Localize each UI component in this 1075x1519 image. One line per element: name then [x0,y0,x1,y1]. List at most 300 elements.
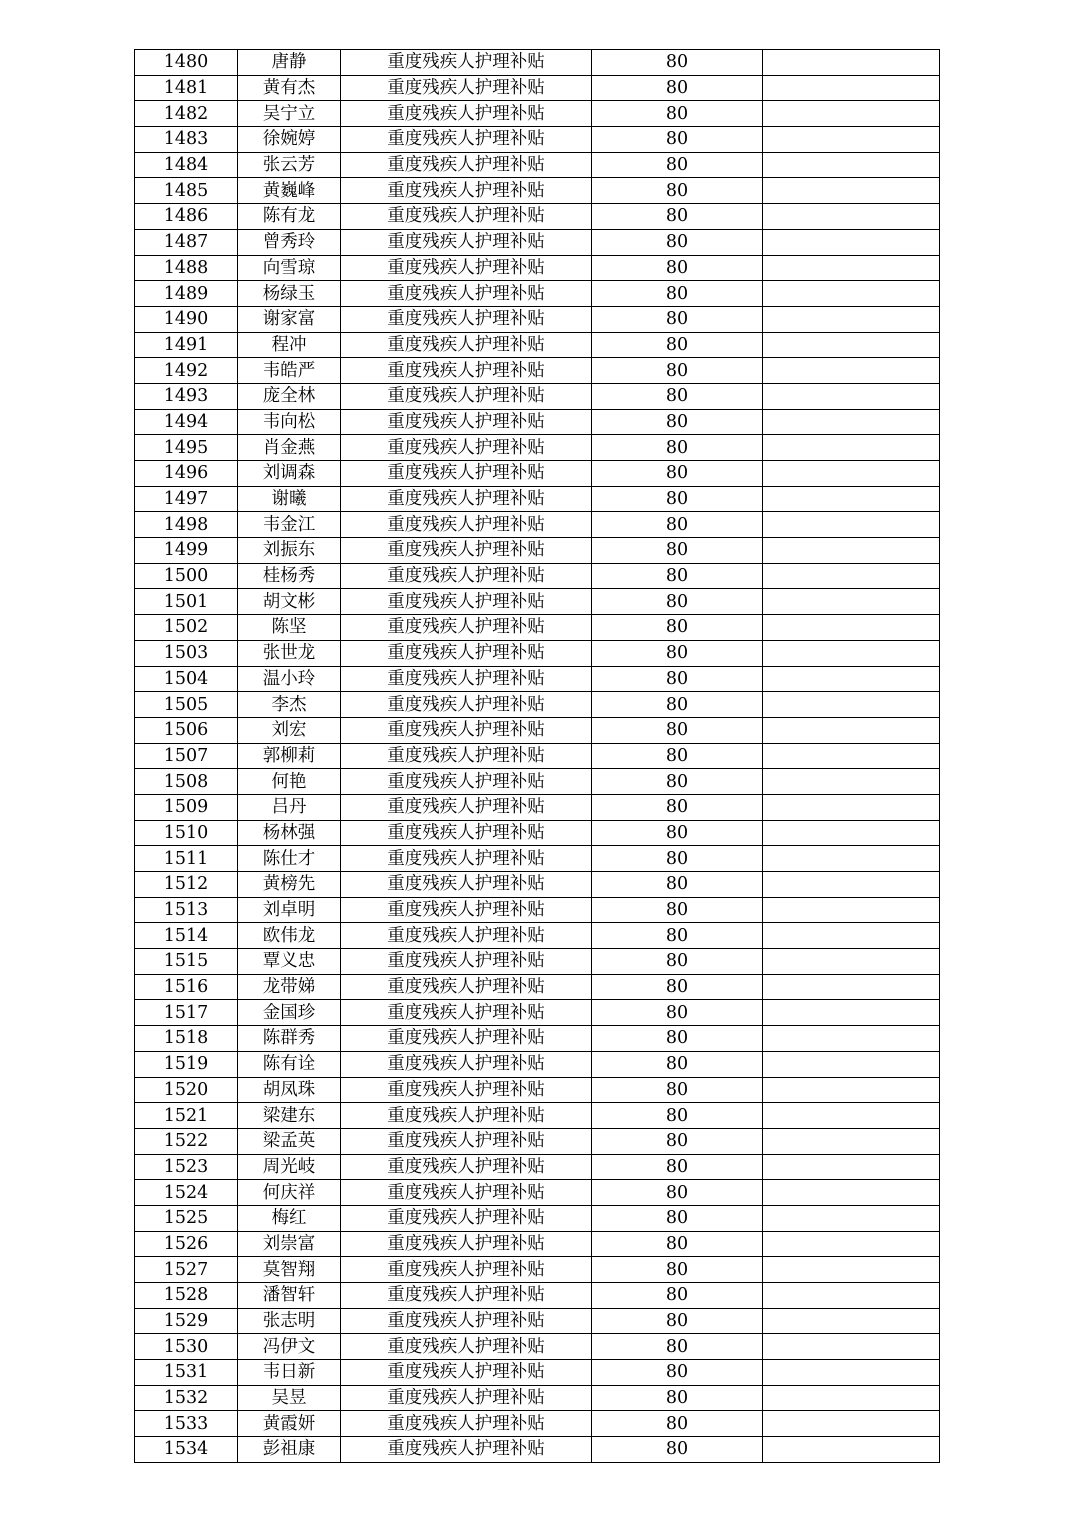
name-cell: 黄霞妍 [238,1411,341,1437]
remark-cell [763,743,940,769]
amount-cell: 80 [592,461,763,487]
name-cell: 梅红 [238,1205,341,1231]
table-row [135,358,940,384]
remark-cell [763,75,940,101]
table-row [135,1231,940,1257]
table-row [135,1154,940,1180]
subsidy-type-cell: 重度残疾人护理补贴 [341,204,592,230]
roster-body [135,50,940,1463]
serial-number-cell: 1514 [135,923,238,949]
name-cell: 梁孟英 [238,1128,341,1154]
table-row [135,486,940,512]
subsidy-type-cell: 重度残疾人护理补贴 [341,640,592,666]
serial-number-cell: 1518 [135,1026,238,1052]
subsidy-type-cell: 重度残疾人护理补贴 [341,1257,592,1283]
name-cell: 张世龙 [238,640,341,666]
remark-cell [763,229,940,255]
subsidy-roster-table [134,49,940,1463]
serial-number-cell: 1493 [135,383,238,409]
name-cell: 韦向松 [238,409,341,435]
amount-cell: 80 [592,435,763,461]
amount-cell: 80 [592,127,763,153]
subsidy-type-cell: 重度残疾人护理补贴 [341,538,592,564]
name-cell: 韦皓严 [238,358,341,384]
subsidy-type-cell: 重度残疾人护理补贴 [341,1385,592,1411]
serial-number-cell: 1501 [135,589,238,615]
subsidy-type-cell: 重度残疾人护理补贴 [341,281,592,307]
amount-cell: 80 [592,204,763,230]
serial-number-cell: 1512 [135,872,238,898]
name-cell: 庞全林 [238,383,341,409]
serial-number-cell: 1497 [135,486,238,512]
remark-cell [763,486,940,512]
subsidy-type-cell: 重度残疾人护理补贴 [341,1231,592,1257]
name-cell: 刘崇富 [238,1231,341,1257]
serial-number-cell: 1480 [135,50,238,76]
table-row [135,1128,940,1154]
name-cell: 徐婉婷 [238,127,341,153]
table-row [135,1026,940,1052]
name-cell: 温小玲 [238,666,341,692]
amount-cell: 80 [592,1411,763,1437]
remark-cell [763,1437,940,1463]
table-row [135,1180,940,1206]
table-row [135,127,940,153]
table-row [135,769,940,795]
serial-number-cell: 1507 [135,743,238,769]
serial-number-cell: 1530 [135,1334,238,1360]
serial-number-cell: 1500 [135,563,238,589]
subsidy-type-cell: 重度残疾人护理补贴 [341,923,592,949]
serial-number-cell: 1481 [135,75,238,101]
subsidy-type-cell: 重度残疾人护理补贴 [341,1103,592,1129]
name-cell: 金国珍 [238,1000,341,1026]
remark-cell [763,1103,940,1129]
table-row [135,589,940,615]
amount-cell: 80 [592,743,763,769]
subsidy-type-cell: 重度残疾人护理补贴 [341,50,592,76]
table-row [135,306,940,332]
subsidy-type-cell: 重度残疾人护理补贴 [341,1334,592,1360]
serial-number-cell: 1510 [135,820,238,846]
serial-number-cell: 1502 [135,615,238,641]
remark-cell [763,255,940,281]
name-cell: 莫智翔 [238,1257,341,1283]
table-row [135,1283,940,1309]
name-cell: 韦金江 [238,512,341,538]
remark-cell [763,949,940,975]
table-row [135,1051,940,1077]
table-row [135,204,940,230]
remark-cell [763,1205,940,1231]
amount-cell: 80 [592,897,763,923]
amount-cell: 80 [592,692,763,718]
name-cell: 陈仕才 [238,846,341,872]
remark-cell [763,563,940,589]
subsidy-type-cell: 重度残疾人护理补贴 [341,435,592,461]
amount-cell: 80 [592,281,763,307]
serial-number-cell: 1499 [135,538,238,564]
table-row [135,435,940,461]
subsidy-type-cell: 重度残疾人护理补贴 [341,1360,592,1386]
table-row [135,1257,940,1283]
remark-cell [763,1411,940,1437]
name-cell: 黄有杰 [238,75,341,101]
serial-number-cell: 1485 [135,178,238,204]
table-row [135,666,940,692]
subsidy-type-cell: 重度残疾人护理补贴 [341,1180,592,1206]
remark-cell [763,383,940,409]
name-cell: 彭祖康 [238,1437,341,1463]
remark-cell [763,640,940,666]
amount-cell: 80 [592,50,763,76]
serial-number-cell: 1491 [135,332,238,358]
serial-number-cell: 1482 [135,101,238,127]
table-row [135,1385,940,1411]
remark-cell [763,1128,940,1154]
remark-cell [763,1077,940,1103]
name-cell: 陈群秀 [238,1026,341,1052]
name-cell: 龙带娣 [238,974,341,1000]
table-row [135,383,940,409]
amount-cell: 80 [592,1077,763,1103]
table-row [135,923,940,949]
amount-cell: 80 [592,1128,763,1154]
remark-cell [763,1257,940,1283]
serial-number-cell: 1515 [135,949,238,975]
amount-cell: 80 [592,538,763,564]
remark-cell [763,512,940,538]
table-row [135,1077,940,1103]
remark-cell [763,1308,940,1334]
table-row [135,178,940,204]
serial-number-cell: 1489 [135,281,238,307]
serial-number-cell: 1526 [135,1231,238,1257]
remark-cell [763,538,940,564]
amount-cell: 80 [592,589,763,615]
remark-cell [763,1000,940,1026]
serial-number-cell: 1532 [135,1385,238,1411]
amount-cell: 80 [592,717,763,743]
subsidy-type-cell: 重度残疾人护理补贴 [341,1308,592,1334]
serial-number-cell: 1495 [135,435,238,461]
name-cell: 梁建东 [238,1103,341,1129]
name-cell: 刘宏 [238,717,341,743]
name-cell: 胡凤珠 [238,1077,341,1103]
name-cell: 张志明 [238,1308,341,1334]
remark-cell [763,872,940,898]
amount-cell: 80 [592,846,763,872]
serial-number-cell: 1509 [135,794,238,820]
amount-cell: 80 [592,923,763,949]
table-row [135,563,940,589]
remark-cell [763,435,940,461]
name-cell: 杨绿玉 [238,281,341,307]
remark-cell [763,1154,940,1180]
serial-number-cell: 1490 [135,306,238,332]
table-row [135,229,940,255]
remark-cell [763,1180,940,1206]
serial-number-cell: 1508 [135,769,238,795]
name-cell: 周光岐 [238,1154,341,1180]
subsidy-type-cell: 重度残疾人护理补贴 [341,1000,592,1026]
serial-number-cell: 1494 [135,409,238,435]
amount-cell: 80 [592,1103,763,1129]
serial-number-cell: 1531 [135,1360,238,1386]
subsidy-type-cell: 重度残疾人护理补贴 [341,127,592,153]
remark-cell [763,127,940,153]
amount-cell: 80 [592,512,763,538]
subsidy-type-cell: 重度残疾人护理补贴 [341,229,592,255]
remark-cell [763,50,940,76]
table-row [135,281,940,307]
serial-number-cell: 1488 [135,255,238,281]
amount-cell: 80 [592,1360,763,1386]
amount-cell: 80 [592,358,763,384]
remark-cell [763,178,940,204]
subsidy-type-cell: 重度残疾人护理补贴 [341,872,592,898]
subsidy-type-cell: 重度残疾人护理补贴 [341,615,592,641]
table-row [135,1437,940,1463]
remark-cell [763,358,940,384]
remark-cell [763,769,940,795]
name-cell: 黄榜先 [238,872,341,898]
table-row [135,1205,940,1231]
table-row [135,1360,940,1386]
subsidy-type-cell: 重度残疾人护理补贴 [341,1051,592,1077]
name-cell: 潘智轩 [238,1283,341,1309]
amount-cell: 80 [592,872,763,898]
remark-cell [763,306,940,332]
subsidy-type-cell: 重度残疾人护理补贴 [341,743,592,769]
amount-cell: 80 [592,101,763,127]
name-cell: 李杰 [238,692,341,718]
remark-cell [763,615,940,641]
serial-number-cell: 1516 [135,974,238,1000]
remark-cell [763,794,940,820]
amount-cell: 80 [592,1283,763,1309]
amount-cell: 80 [592,1180,763,1206]
name-cell: 胡文彬 [238,589,341,615]
serial-number-cell: 1529 [135,1308,238,1334]
serial-number-cell: 1517 [135,1000,238,1026]
name-cell: 欧伟龙 [238,923,341,949]
table-row [135,1411,940,1437]
table-row [135,512,940,538]
subsidy-type-cell: 重度残疾人护理补贴 [341,974,592,1000]
subsidy-type-cell: 重度残疾人护理补贴 [341,306,592,332]
serial-number-cell: 1486 [135,204,238,230]
table-row [135,949,940,975]
table-row [135,897,940,923]
remark-cell [763,1231,940,1257]
serial-number-cell: 1528 [135,1283,238,1309]
table-row [135,461,940,487]
subsidy-type-cell: 重度残疾人护理补贴 [341,1437,592,1463]
serial-number-cell: 1511 [135,846,238,872]
subsidy-type-cell: 重度残疾人护理补贴 [341,1411,592,1437]
subsidy-type-cell: 重度残疾人护理补贴 [341,409,592,435]
subsidy-type-cell: 重度残疾人护理补贴 [341,358,592,384]
table-row [135,75,940,101]
amount-cell: 80 [592,229,763,255]
remark-cell [763,1026,940,1052]
amount-cell: 80 [592,383,763,409]
amount-cell: 80 [592,306,763,332]
subsidy-type-cell: 重度残疾人护理补贴 [341,1077,592,1103]
serial-number-cell: 1487 [135,229,238,255]
serial-number-cell: 1520 [135,1077,238,1103]
serial-number-cell: 1534 [135,1437,238,1463]
subsidy-type-cell: 重度残疾人护理补贴 [341,512,592,538]
amount-cell: 80 [592,75,763,101]
table-row [135,846,940,872]
name-cell: 桂杨秀 [238,563,341,589]
subsidy-type-cell: 重度残疾人护理补贴 [341,1283,592,1309]
subsidy-type-cell: 重度残疾人护理补贴 [341,255,592,281]
subsidy-type-cell: 重度残疾人护理补贴 [341,846,592,872]
remark-cell [763,1051,940,1077]
amount-cell: 80 [592,255,763,281]
amount-cell: 80 [592,1308,763,1334]
name-cell: 陈坚 [238,615,341,641]
name-cell: 刘调森 [238,461,341,487]
remark-cell [763,101,940,127]
subsidy-type-cell: 重度残疾人护理补贴 [341,332,592,358]
remark-cell [763,923,940,949]
serial-number-cell: 1496 [135,461,238,487]
name-cell: 陈有龙 [238,204,341,230]
subsidy-type-cell: 重度残疾人护理补贴 [341,101,592,127]
table-row [135,717,940,743]
name-cell: 吴宁立 [238,101,341,127]
subsidy-type-cell: 重度残疾人护理补贴 [341,769,592,795]
amount-cell: 80 [592,769,763,795]
serial-number-cell: 1498 [135,512,238,538]
remark-cell [763,1360,940,1386]
name-cell: 刘振东 [238,538,341,564]
name-cell: 肖金燕 [238,435,341,461]
serial-number-cell: 1519 [135,1051,238,1077]
subsidy-type-cell: 重度残疾人护理补贴 [341,1154,592,1180]
remark-cell [763,897,940,923]
serial-number-cell: 1492 [135,358,238,384]
name-cell: 唐静 [238,50,341,76]
remark-cell [763,589,940,615]
subsidy-type-cell: 重度残疾人护理补贴 [341,152,592,178]
name-cell: 程冲 [238,332,341,358]
remark-cell [763,1283,940,1309]
amount-cell: 80 [592,486,763,512]
amount-cell: 80 [592,820,763,846]
subsidy-type-cell: 重度残疾人护理补贴 [341,666,592,692]
amount-cell: 80 [592,178,763,204]
name-cell: 刘卓明 [238,897,341,923]
amount-cell: 80 [592,640,763,666]
table-row [135,50,940,76]
table-row [135,615,940,641]
amount-cell: 80 [592,794,763,820]
table-row [135,409,940,435]
name-cell: 何庆祥 [238,1180,341,1206]
amount-cell: 80 [592,1051,763,1077]
serial-number-cell: 1513 [135,897,238,923]
name-cell: 张云芳 [238,152,341,178]
subsidy-type-cell: 重度残疾人护理补贴 [341,1205,592,1231]
remark-cell [763,692,940,718]
table-row [135,692,940,718]
amount-cell: 80 [592,1205,763,1231]
amount-cell: 80 [592,409,763,435]
remark-cell [763,717,940,743]
name-cell: 覃义忠 [238,949,341,975]
amount-cell: 80 [592,332,763,358]
table-row [135,152,940,178]
amount-cell: 80 [592,1257,763,1283]
table-row [135,794,940,820]
remark-cell [763,666,940,692]
serial-number-cell: 1521 [135,1103,238,1129]
subsidy-type-cell: 重度残疾人护理补贴 [341,692,592,718]
table-row [135,974,940,1000]
serial-number-cell: 1506 [135,717,238,743]
serial-number-cell: 1525 [135,1205,238,1231]
amount-cell: 80 [592,1000,763,1026]
amount-cell: 80 [592,666,763,692]
amount-cell: 80 [592,615,763,641]
subsidy-type-cell: 重度残疾人护理补贴 [341,1026,592,1052]
subsidy-type-cell: 重度残疾人护理补贴 [341,563,592,589]
table-row [135,1308,940,1334]
remark-cell [763,204,940,230]
serial-number-cell: 1505 [135,692,238,718]
subsidy-type-cell: 重度残疾人护理补贴 [341,897,592,923]
name-cell: 陈有诠 [238,1051,341,1077]
remark-cell [763,152,940,178]
remark-cell [763,1334,940,1360]
remark-cell [763,820,940,846]
serial-number-cell: 1527 [135,1257,238,1283]
amount-cell: 80 [592,1154,763,1180]
amount-cell: 80 [592,1385,763,1411]
serial-number-cell: 1504 [135,666,238,692]
serial-number-cell: 1523 [135,1154,238,1180]
name-cell: 吴昱 [238,1385,341,1411]
amount-cell: 80 [592,949,763,975]
name-cell: 何艳 [238,769,341,795]
table-row [135,820,940,846]
serial-number-cell: 1503 [135,640,238,666]
subsidy-type-cell: 重度残疾人护理补贴 [341,178,592,204]
table-row [135,1334,940,1360]
table-row [135,255,940,281]
remark-cell [763,281,940,307]
subsidy-type-cell: 重度残疾人护理补贴 [341,383,592,409]
amount-cell: 80 [592,974,763,1000]
amount-cell: 80 [592,1334,763,1360]
subsidy-type-cell: 重度残疾人护理补贴 [341,717,592,743]
amount-cell: 80 [592,1026,763,1052]
name-cell: 郭柳莉 [238,743,341,769]
subsidy-type-cell: 重度残疾人护理补贴 [341,794,592,820]
serial-number-cell: 1483 [135,127,238,153]
subsidy-type-cell: 重度残疾人护理补贴 [341,820,592,846]
name-cell: 韦日新 [238,1360,341,1386]
name-cell: 杨林强 [238,820,341,846]
remark-cell [763,409,940,435]
subsidy-type-cell: 重度残疾人护理补贴 [341,486,592,512]
subsidy-type-cell: 重度残疾人护理补贴 [341,1128,592,1154]
